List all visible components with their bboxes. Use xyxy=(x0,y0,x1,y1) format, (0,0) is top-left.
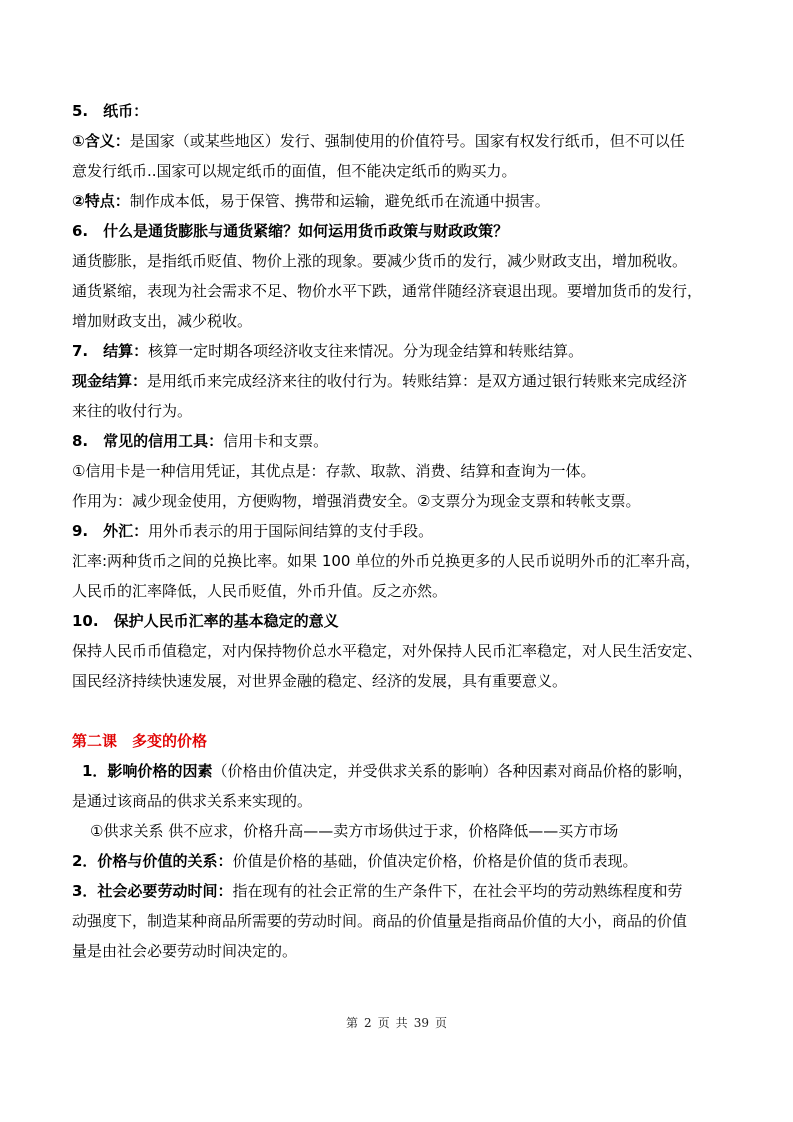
item10-para2: 国民经济持续快速发展，对世界金融的稳定、经济的发展，具有重要意义。 xyxy=(72,672,568,690)
footer-page-word: 页 xyxy=(377,1016,390,1030)
item9-line xyxy=(72,516,727,546)
item9-para1: 汇率:两种货币之间的兑换比率。如果 100 单位的外币兑换更多的人民币说明外币的汇率升高， xyxy=(72,552,701,570)
lesson2-item3-line1 xyxy=(72,876,727,906)
section-gap xyxy=(72,696,727,726)
item5-feature-label: ②特点： xyxy=(72,192,130,210)
lesson2-item2-line xyxy=(72,846,727,876)
lesson2-item3-label: 3．社会必要劳动时间： xyxy=(72,882,233,900)
lesson2-item1-label: 1．影响价格的因素 xyxy=(82,762,213,780)
item10-para1: 保持人民币币值稳定，对内保持物价总水平稳定，对外保持人民币汇率稳定，对人民生活安定、 xyxy=(72,642,703,660)
footer-page-number: 2 xyxy=(364,1016,372,1030)
item8-para1: ①信用卡是一种信用凭证，其优点是：存款、取款、消费、结算和查询为一体。 xyxy=(72,462,596,480)
item5-feature-text: 制作成本低，易于保管、携带和运输，避免纸币在流通中损害。 xyxy=(129,192,550,210)
cash-settlement-text: 是用纸币来完成经济来往的收付行为。转账结算：是双方通过银行转账来完成经济 xyxy=(147,372,688,390)
page-content xyxy=(72,96,727,966)
footer-total-word: 共 xyxy=(395,1016,408,1030)
item9-para2: 人民币的汇率降低，人民币贬值，外币升值。反之亦然。 xyxy=(72,582,448,600)
lesson2-item3-line2: 动强度下，制造某种商品所需要的劳动时间。商品的价值量是指商品价值的大小，商品的价值 xyxy=(72,912,688,930)
cash-settlement-line1 xyxy=(72,366,727,396)
lesson2-item3-line3: 量是由社会必要劳动时间决定的。 xyxy=(72,942,298,960)
page-footer xyxy=(0,1014,793,1031)
item8-label: 8. 常见的信用工具： xyxy=(72,432,224,450)
item5-meaning-text: 是国家（或某些地区）发行、强制使用的价值符号。国家有权发行纸币，但不可以任 xyxy=(129,132,685,150)
item8-para2: 作用为：减少现金使用，方便购物，增强消费安全。②支票分为现金支票和转帐支票。 xyxy=(72,492,641,510)
item7-label: 7. 结算： xyxy=(72,342,149,360)
footer-suffix: 页 xyxy=(434,1016,447,1030)
item7-text: 核算一定时期各项经济收支往来情况。分为现金结算和转账结算。 xyxy=(148,342,584,360)
footer-total-pages: 39 xyxy=(413,1016,429,1030)
item5-meaning-line1 xyxy=(72,126,727,156)
item8-line xyxy=(72,426,727,456)
item5-title: 5. 纸币： xyxy=(72,102,149,120)
item10-title: 10. 保护人民币汇率的基本稳定的意义 xyxy=(72,612,339,630)
lesson2-item1-line2: 是通过该商品的供求关系来实现的。 xyxy=(72,792,313,810)
item7-line xyxy=(72,336,727,366)
item8-text: 信用卡和支票。 xyxy=(223,432,329,450)
item6-para2: 通货紧缩，表现为社会需求不足、物价水平下跌，通常伴随经济衰退出现。要增加货币的发行， xyxy=(72,282,703,300)
footer-prefix: 第 xyxy=(346,1016,359,1030)
lesson2-item1-line1 xyxy=(72,756,727,786)
lesson2-item3-text: 指在现有的社会正常的生产条件下，在社会平均的劳动熟练程度和劳 xyxy=(232,882,683,900)
item5-meaning-line2: 意发行纸币..国家可以规定纸币的面值，但不能决定纸币的购买力。 xyxy=(72,162,517,180)
lesson2-item2-text: 价值是价格的基础，价值决定价格，价格是价值的货币表现。 xyxy=(232,852,638,870)
item6-para3: 增加财政支出，减少税收。 xyxy=(72,312,253,330)
item6-title: 6. 什么是通货膨胀与通货紧缩？如何运用货币政策与财政政策？ xyxy=(72,222,509,240)
item5-feature-line xyxy=(72,186,727,216)
lesson2-item1-text: （价格由价值决定，并受供求关系的影响）各种因素对商品价格的影响， xyxy=(212,762,693,780)
item6-para1: 通货膨胀，是指纸币贬值、物价上涨的现象。要减少货币的发行，减少财政支出，增加税收。 xyxy=(72,252,688,270)
item9-label: 9. 外汇： xyxy=(72,522,149,540)
item5-meaning-label: ①含义： xyxy=(72,132,130,150)
cash-settlement-line2: 来往的收付行为。 xyxy=(72,402,193,420)
lesson2-title: 第二课 多变的价格 xyxy=(72,732,208,750)
cash-settlement-label: 现金结算： xyxy=(72,372,148,390)
lesson2-item2-label: 2．价格与价值的关系： xyxy=(72,852,233,870)
item9-text: 用外币表示的用于国际间结算的支付手段。 xyxy=(148,522,434,540)
lesson2-supply-demand: ①供求关系 供不应求，价格升高——卖方市场供过于求，价格降低——买方市场 xyxy=(90,822,619,840)
